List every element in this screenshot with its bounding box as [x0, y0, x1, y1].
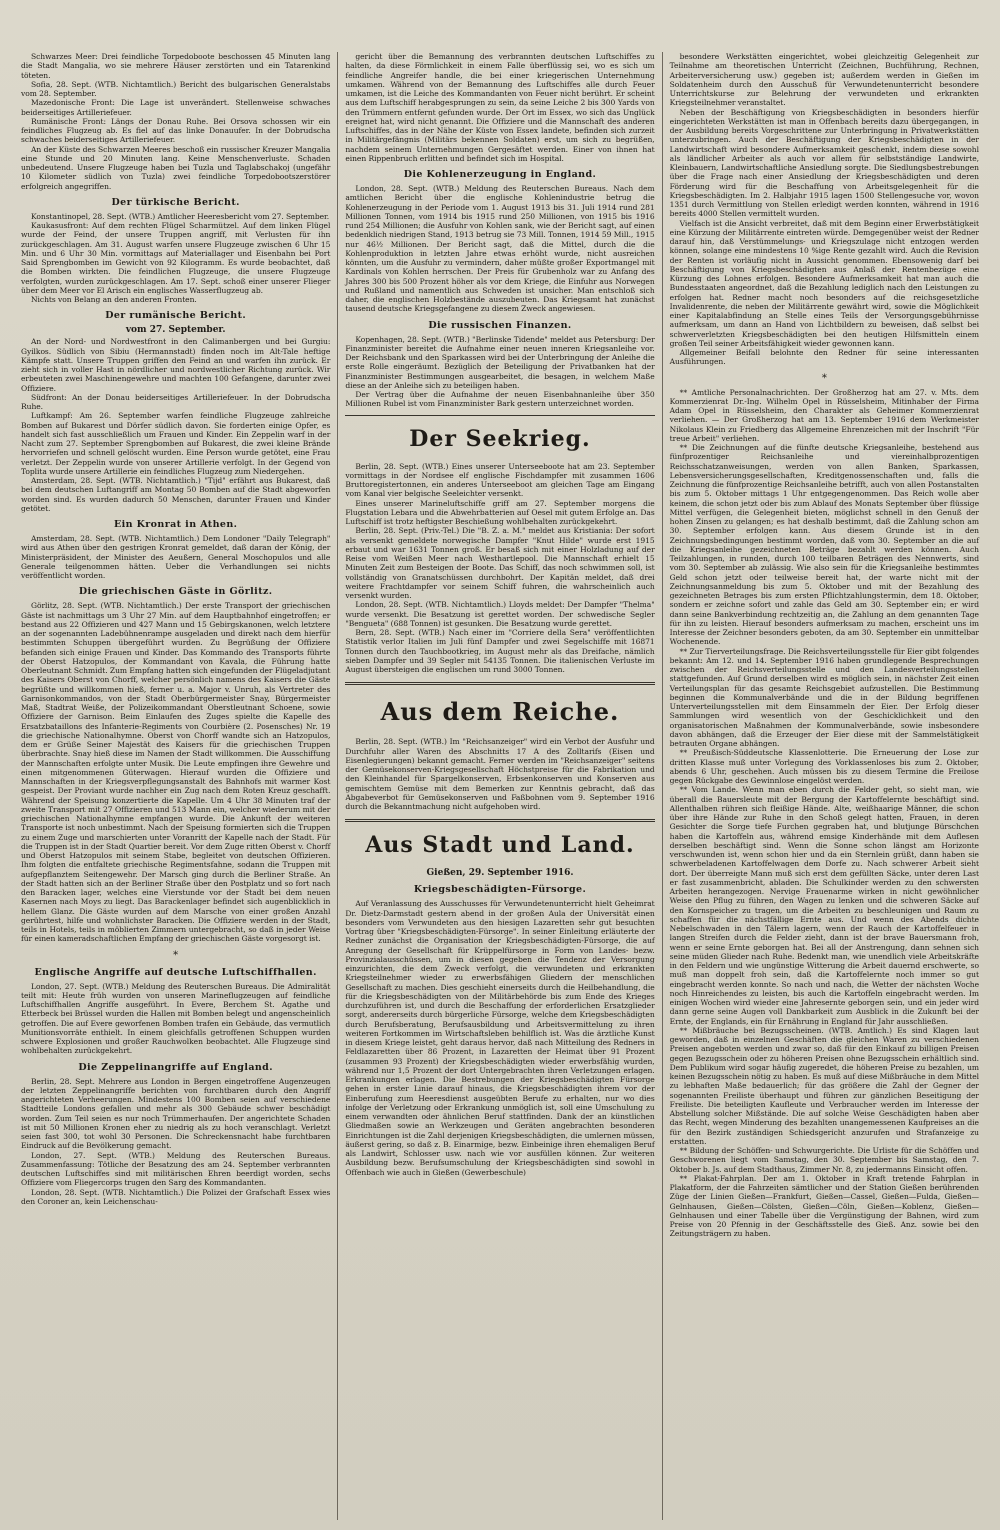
- article-paragraph: Amsterdam, 28. Sept. (WTB. Nichtamtlich.) "Tijd" erfährt aus Bukarest, daß bei dem deutschen Luftangriff am Montag 50 Bomben auf die Stadt abgeworfen worden sind. Es wurden dadurch 50 Menschen, darunter Frauen und Kinder getötet.: [21, 476, 331, 513]
- article-heading: Der türkische Bericht.: [111, 196, 240, 208]
- dateline: vom 27. September.: [125, 325, 226, 336]
- article-paragraph: Konstantinopel, 28. Sept. (WTB.) Amtlicher Heeresbericht vom 27. September.: [31, 211, 330, 221]
- article-paragraph: ** Vom Lande. Wenn man eben durch die Felder geht, so sieht man, wie überall die Bauersleute mit der Bergung der Kartoffelernte beschäftigt sind. Allenthalben rühren sich fleißige Hände. Alte, weißhaarige Männer, die schon über ihre Hände zur Ruhe in den Schoß gelegt hatten, Frauen, in deren Gesichter die Sorge tiefe Furchen gegraben hat, und blutjunge Bürschchen haben die Kartoffeln aus, während emsige Kinderhände mit dem Auflesen derselben beschäftigt sind. Wenn die Sonne schon längst am Horizonte verschwunden ist, wenn schon hier und da ein Sternlein grüßt, dann haben sie schwerbeladenen Kartoffelwagen dem Dorfe zu. Nach schwerer Arbeit sieht dort. Der überreigte Mann muß sich erst dem gefüllten Säcke, unter deren Last er fast zusammenbricht, abladen. Die Schulkinder werden zu den schwersten Arbeiten herangezogen. Nervige Frauenarme wirken in nicht gewöhnlicher Weise den Pflug zu führen, den Wagen zu lenken und die schweren Säcke auf den Kornspeicher zu tragen, um die Arbeiten zu beschleunigen und Raum zu schaffen für die nächstfällige Ernte aus. Und wenn des Abends dichte Nebelschwaden in den Tälern lagern, wenn der Rauch der Kartoffelfeuer in langen Streifen durch die Felder zieht, dann ist der brave Bauersmann froh, wenn er seine Ernte geborgen hat. Bei all der Anstrengung, dann sehnen sich seine müden Glieder nach Ruhe. Bedenkt man, wie unendlich viele Arbeitskräfte in den Feldern und wie ungünstige Witterung die Arbeit dauernd erschwerte, so muß man doppelt froh sein, daß die Kartoffelernte noch immer so gut eingebracht werden konnte. So nach und nach, die Wetter der nächsten Woche noch Hinreichendes zu leisten, bis auch die Kartoffeln eingebracht werden. Im einigen Wochen wird wieder eine Jahresernte geborgen sein, und ein jeder wird dann gerne seine Augen voll Dankbarkeit zum Ausblick in die Zukunft bei der Ernte, der Englands, ein für Ernährung in England für Jahr ausschließen.: [669, 785, 979, 1026]
- article-paragraph: Berlin, 28. Sept. (WTB.) Eines unserer Unterseeboote hat am 23. September vormittags in der Nordsee elf englische Fischdampfer mit zusammen 1606 Bruttoregistertonnen, ein anderes Unterseeboot am gleichen Tage am Eingang vom Kanal vier belgische Seeleichter versenkt.: [345, 461, 655, 499]
- article-paragraph: Der Vertrag über die Aufnahme der neuen Eisenbahnanleihe über 350 Millionen Rubel ist vom Finanzminister Bark gestern unterzeichnet worden.: [345, 390, 655, 409]
- article-paragraph: ** Mißbräuche bei Bezugsscheinen. (WTB. Amtlich.) Es sind Klagen laut geworden, daß in einzelnen Geschäften die gleichen Waren zu verschiedenen Preisen angeboten werden und zwar so, daß für den Einkauf zu billigen Preisen gegen Bezugsschein oder zu höheren Preisen ohne Bezugsschein erhältlich sind. Dem Publikum wird sogar häufig zugeredet, die höheren Preise zu bezahlen, um keinen Bezugsschein nötig zu haben. Es muß auf diese Mißbräuche in dem Mittel zu lebhaften Maße bedauerlich; für das größere die Zahl der Gegner der sogenannten Freiliste überhaupt und führen zur gänzlichen Beseitigung der Freiliste. Die beteiligten Kaufleute und Verbraucher werden im Interesse der Abstellung solcher Mißstände. Die auf solche Weise Geschädigten haben aber das Recht, wegen Minderung des bezahlten unangemessenen Kaufpreises an die für den Bezirk zuständigen Schiedsgericht anzurufen und Strafanzeige zu erstatten.: [669, 1025, 979, 1146]
- article-heading: Die griechischen Gäste in Görlitz.: [78, 586, 273, 598]
- article-paragraph: Allgemeiner Beifall belohnte den Redner für seine interessanten Ausführungen.: [669, 348, 979, 367]
- article-paragraph: Eines unserer Marineluftschiffe griff am 27. September morgens die Flugstation Lebara und die Abwehrbatterien auf Oesel mit gutem Erfolge an. Das Luftschiff ist trotz heftigster Beschießung wohlbehalten zurückgekehrt.: [345, 498, 655, 526]
- article-paragraph: London, 28. Sept. (WTB.) Meldung des Reuterschen Bureaus. Nach dem amtlichen Bericht über die englische Kohlenindustrie betrug die Kohlenerzeugung in der Periode vom 1. August 1913 bis 31. Juli 1914 rund 281 Millionen Tonnen, vom 1914 bis 1915 rund 250 Millionen, von 1915 bis 1916 rund 254 Millionen; die Ausfuhr von Kohlen sank, wie der Bericht sagt, auf einen bedenklich niedrigen Stand, 1913 betrug sie 73 Mill. Tonnen, 1914 59 Mill., 1915 nur 46½ Millionen. Der Bericht sagt, daß die Mittel, durch die die Kohlenproduktion in letzten Jahre etwas erhöht wurde, nicht ausreichen könnten, um die Ausfuhr zu vermindern, daher müßte großer Exportmangel mit Kardinals von Kohlen herrschen. Der Preis für Grubenholz war zu Anfang des Jahres 300 bis 500 Prozent höher als vor dem Kriege, die Einfuhr aus Norwegen und Rußland und namentlich aus Schweden ist unsicher. Man entschloß sich daher, die englischen Holzbestände auszubeuten. Das Kriegsamt hat zunächst tausend deutsche Kriegsgefangene zu diesem Zweck angewiesen.: [345, 184, 655, 314]
- section-divider: [345, 682, 654, 685]
- article-paragraph: Vielfach ist die Ansicht verbreitet, daß mit dem Beginn einer Erwerbstätigkeit eine Kürzung der Militärrente eintreten würde. Demgegenüber weist der Redner darauf hin, daß Verstümmelungs- und Kriegszulage nicht entzogen werden können, solange eine mindestens 10 %ige Rente gezahlt wird. Auch die Revision der Renten ist vorläufig nicht in Aussicht genommen. Ebensowenig darf bei Beschäftigung von Kriegsbeschädigten aus Anlaß der Rentenbezüge eine Kürzung des Lohnes erfolgen. Besondere Aufmerksamkeit hat man auch die Bundesstaaten angeordnet, daß die Bezahlung lediglich nach den Leistungen zu erfolgen hat. Redner macht noch besonders auf die reichsgesetzliche Invalidenrente, die neben der Militärrente gewährt wird, sowie die Möglichkeit einer Kapitalabfindung an Stelle eines Teils der Versorgungsgebührnisse aufmerksam, um dann an Hand von Lichtbildern zu beweisen, daß selbst bei schwerverletzten Kriegsbeschädigten bei den heutigen Hilfsmitteln einem großen Teil seiner Arbeitsfähigkeit wieder gewonnen kann.: [669, 218, 979, 348]
- column-3: [663, 52, 986, 1520]
- article-heading: Die Zeppelinangriffe auf England.: [78, 1061, 273, 1073]
- article-paragraph: Kopenhagen, 28. Sept. (WTB.) "Berlinske Tidende" meldet aus Petersburg: Der Finanzminister bereitet die Aufnahme einer neuen inneren Kriegsanleihe vor. Der Reichsbank und den Sparkassen wird bei der Unterbringung der Anleihe die erste Rolle eingeräumt. Bezüglich der Beteiligung der Privatbanken hat der Finanzminister Bestimmungen ausgearbeitet, die besagen, in welchem Maße diese an der Anleihe sich zu beteiligen haben.: [345, 334, 655, 390]
- article-paragraph: Rumänische Front: Längs der Donau Ruhe. Bei Orsova schossen wir ein feindliches Flugzeug ab. Es fiel auf das linke Donauufer. In der Dobrudscha schwaches beiderseitiges Artilleriefeuer.: [21, 116, 331, 145]
- article-paragraph: Luftkampf: Am 26. September warfen feindliche Flugzeuge zahlreiche Bomben auf Bukarest und Dörfer südlich davon. Sie forderten einige Opfer, es handelt sich fast ausschließlich um Frauen und Kinder. Ein Zeppelin warf in der Nacht zum 27. September Sprengbomben auf Bukarest, die zwei kleine Brände hervorriefen und schnell gelöscht wurden. Eine Person wurde getötet, eine Frau verletzt. Der Zeppelin wurde von unserer Artillerie verfolgt. In der Gegend von Toplita wurde unsere Artillerie ein feindliches Flugzeug zum Niedergehen.: [21, 411, 331, 476]
- section-divider: [345, 415, 654, 416]
- article-paragraph: Südfront: An der Donau beiderseitiges Artilleriefeuer. In der Dobrudscha Ruhe.: [21, 392, 331, 411]
- article-paragraph: Kaukasusfront: Auf dem rechten Flügel Scharmützel. Auf dem linken Flügel wurde der Feind, der unsere Truppen angriff, mit Verlusten für ihn zurückgeschlagen. Am 31. August warfen unsere Flugzeuge zwischen 6 Uhr 15 Min. und 6 Uhr 30 Min. vormittags auf Materiallager und Eisenbahn bei Port Said Sprengbomben im Gewicht von 92 Kilogramm. Es wurde beobachtet, daß die Bomben wirkten. Die feindlichen Flugzeuge, die unsere Flugzeuge verfolgten, wurden zurückgeschlagen. Am 17. Sept. schoß einer unserer Flieger über dem Meer vor El Arisch ein englisches Wasserflugzeug ab.: [21, 221, 331, 295]
- article-paragraph: Bern, 28. Sept. (WTB.) Nach einer im "Corriere della Sera" veröffentlichten Statistik verlor Italien im Juli fünf Dampfer und zwei Segelschiffe mit 16871 Tonnen durch den Tauchbootkrieg, im August mehr als das Dreifache, nämlich sieben Dampfer und 39 Segler mit 54135 Tonnen. Die italienischen Verluste im August übersteigen die englischen um rund 3000 Tonnen.: [345, 628, 655, 674]
- article-paragraph: ** Die Zeichnungen auf die fünfte deutsche Kriegsanleihe, bestehend aus fünfprozentiger Reichsanleihe und viereinhalbprozentigen Reichsschatzanweisungen, werden von allen Banken, Sparkassen, Lebensversicherungsgesellschaften, Kreditgenossenschaften und, falls die Zeichnung die fünfprozentige Reichsanleihe betrifft, auch von allen Postanstalten bis zum 5. Oktober mittags 1 Uhr entgegengenommen. Das Reich wolle aber keinem, die schon jetzt oder bis zum Ablauf des Monats September über flüssige Mittel verfügen, die Gelegenheit bieten, möglichst schnell in den Genuß der hohen Zinsen zu gelangen; es hat deshalb bestimmt, daß die Zahlung schon am 30. September erfolgen kann. Aus diesem Grunde ist in den Zeichnungsbedingungen bestimmt worden, daß vom 30. September an die auf die Kriegsanleihe gezeichneten Beträge bezahlt werden können. Auch Teilzahlungen, in runden, durch 100 teilbaren Beträgen des Nennwerts, sind vom 30. September ab zulässig. Wie also sein für die Kriegsanleihe bestimmtes Geld schon jetzt oder teilweise bereit hat, der warte nicht mit der Zeichnungsanmeldung bis zum 5. Oktober und mit der Bezahlung des gezeichneten Betrages bis zum ersten Pflichtzahlungstermin, dem 18. Oktober, sondern er zeichne sofort und zahle das Geld am 30. September ein; er wird dann seine Bankverbindung rechtzeitig an, die Zahlung an dem genannten Tage für ihn zu leisten. Hierauf besonders aufmerksam zu machen, erscheint uns im Interesse der Zeichner besonders geboten, da am 30. September ein unmittelbar Wochenende.: [669, 443, 979, 647]
- column-1: [14, 52, 338, 1520]
- article-paragraph: London, 28. Sept. (WTB. Nichtamtlich.) Die Polizei der Grafschaft Essex wies den Coroner an, kein Leichenschau-: [21, 1187, 331, 1206]
- section-heading: Aus Stadt und Land.: [365, 832, 635, 859]
- columns-container: [14, 52, 986, 1520]
- article-paragraph: Schwarzes Meer: Drei feindliche Torpedoboote beschossen 45 Minuten lang die Stadt Mangalia, wo sie mehrere Häuser zerstörten und ein Tatarenkind töteten.: [21, 52, 331, 80]
- article-paragraph: ** Preußisch-Süddeutsche Klassenlotterie. Die Erneuerung der Lose zur dritten Klasse muß unter Vorlegung des Vorklassenloses bis zum 2. Oktober, abends 6 Uhr, geschehen. Auch müssen bis zu diesem Termine die Freilose gegen Rückgabe des Gewinnlose eingelöst werden.: [669, 748, 979, 785]
- article-paragraph: ** Plakat-Fahrplan. Der am 1. Oktober in Kraft tretende Fahrplan in Plakatform, der die Fahrzeiten sämtlicher und der Station Gießen berührenden Züge der Linien Gießen—Frankfurt, Gießen—Cassel, Gießen—Fulda, Gießen—Gelnhausen, Gießen—Cölsten, Gießen—Cöln, Gießen—Koblenz, Gießen—Gelnhausen und einer Tabelle über die Vergünstigung der Bahnen, wird zum Preise von 20 Pfennig in der Geschäftsstelle des Gieß. Anz. sowie bei den Zeitungsträgern zu haben.: [669, 1173, 979, 1239]
- article-heading: Der rumänische Bericht.: [105, 310, 247, 322]
- article-heading: Englische Angriffe auf deutsche Luftschiffhallen.: [34, 966, 317, 978]
- section-separator-star: *: [173, 949, 179, 961]
- article-paragraph: London, 27. Sept. (WTB.) Meldung des Reuterschen Bureaus. Die Admiralität teilt mit: Heute früh wurden von unseren Marineflugzeugen auf feindliche Luftschiffhallen Angriffe ausgeführt. In Evere, Berchem St. Agathe und Etterbeck bei Brüssel wurden die Hallen mit Bomben belegt und angenscheinlich getroffen. Die auf Evere geworfenen Bomben trafen ein Gebäude, das vermutlich Munitionsvorräte enthielt. In einem gleichfalls getroffenen Schuppen wurden schwere Explosionen und großer Rauchwolken beobachtet. Alle Flugzeuge sind wohlbehalten zurückgekehrt.: [21, 981, 331, 1056]
- article-paragraph: Berlin, 28. Sept. (Priv.-Tel.) Die "B. Z. a. M." meldet aus Kristiania: Der sofort als versenkt gemeldete norwegische Dampfer "Knut Hilde" wurde erst 1915 erbaut und war 1631 Tonnen groß. Er besaß sich mit einer Holzladung auf der Reise vom Weißen Meer nach Westhartlepool. Die Mannschaft erhielt 15 Minuten Zeit zum Besteigen der Boote. Das Schiff, das noch schwimmen soll, ist vollständig von Granatschüssen durchbohrt. Der Kapitän meldet, daß drei weitere Frachtdampfer vor seinem Schiff fuhren, die wahrscheinlich auch versenkt wurden.: [345, 526, 655, 600]
- article-paragraph: An der Küste des Schwarzen Meeres beschoß ein russischer Kreuzer Mangalia eine Stunde und 20 Minuten lang. Keine Menschenverluste. Schaden unbedeutend. Unsere Flugzeuge haben bei Tuzla und Taglabschakoj (ungefähr 10 Kilometer südlich von Tuzla) zwei feindliche Torpedobootszerstörer erfolgreich angegriffen.: [21, 144, 331, 191]
- article-paragraph: Auf Veranlassung des Ausschusses für Verwundetenunterricht hielt Geheimrat Dr. Dietz-Darmstadt gestern abend in der großen Aula der Universität einen besonders vom Verwundeten aus den hiesigen Lazaretten sehr gut besuchten Vortrag über "Kriegsbeschädigten-Fürsorge". In seiner Einleitung erläuterte der Redner zunächst die Organisation der Kriegsbeschädigten-Fürsorge, die auf Anregung der Gesellschaft für Krüppelfürsorge in Form von Landes- bezw. Provinzialausschüssen, um in diesen gegeben die Tendenz der Versorgung einzurichten, die dem Zweck verfolgt, die verwundeten und erkrankten Kriegsteilnehmer wieder zu erwerbsfähigen Gliedern der menschlichen Gesellschaft zu machen. Dies geschieht einerseits durch die Heilbehandlung, die für die Kriegsbeschädigten von der Militärbehörde bis zum Ende des Krieges durchzuführen ist, und durch die Beschaffung der erforderlichen Ersatzglieder sorgt, andererseits durch bürgerliche Fürsorge, welche dem Kriegsbeschädigten durch Berufsberatung, Berufsausbildung und Arbeitsvermittelung zu ihren weiteren Fortkommen im Wirtschaftsleben behilflich ist. Was die ärztliche Kunst in diesem Kriege leistet, geht daraus hervor, daß nach Mitteilung des Redners in Feldlazaretten über 86 Prozent, in Lazaretten der Heimat über 91 Prozent (zusammen 93 Prozent) der Kriegsbeschädigten wieder erwerbsfähig wurden, während nur 1,5 Prozent der dort Untergebrachten ihren Verletzungen erlagen. Erkrankungen erlagen. Die Bestrebungen der Kriegsbeschädigten Fürsorge gehen in erster Linie darauf hinaus, die Kriegsbeschädigten ihrem vor der Einberufung zum Heeresdienst ausgeübten Berufe zu erhalten, nur wo dies infolge der Verletzung oder Erkrankung unmöglich ist, soll eine Umschulung zu einem verwandten oder ähnlichen Beruf stattfinden. Dank der an künstlichen Gliedmaßen sowie an Werkzeugen und Geräten angebrachten besonderen Einrichtungen ist die Zahl derjenigen Kriegsbeschädigten, die umlernen müssen, äußerst gering, so daß z. B. Einarmige, bezw. Einbeinige ihren ehemaligen Beruf als Landwirt, Schlosser usw. nach wie vor ausfüllen können. Zur weiteren Ausbildung bezw. Berufsumschulung der Kriegsbeschädigten sind sowohl in Offenbach wie auch in Gießen (Gewerbeschule): [345, 899, 655, 1177]
- article-paragraph: Amsterdam, 28. Sept. (WTB. Nichtamtlich.) Dem Londoner "Daily Telegraph" wird aus Athen über den gestrigen Kronrat gemeldet, daß daran der König, der Ministerpräsident, der Minister des Aeußern, General Moschopulos und alle Generale teilgenommen hätten. Ueber die Verhandlungen sei nichts veröffentlicht worden.: [21, 534, 331, 580]
- article-paragraph: ** Bildung der Schöffen- und Schwurgerichte. Die Urliste für die Schöffen und Geschworenen liegt vom Samstag, den 30. September bis Samstag, den 7. Oktober b. Js. auf dem Stadthaus, Zimmer Nr. 8, zu jedermanns Einsicht offen.: [669, 1146, 979, 1174]
- article-paragraph: Sofia, 28. Sept. (WTB. Nichtamtlich.) Bericht des bulgarischen Generalstabs vom 28. September.: [21, 79, 331, 98]
- section-heading: Aus dem Reiche.: [380, 697, 620, 727]
- section-heading: Der Seekrieg.: [409, 425, 591, 452]
- article-heading: Kriegsbeschädigten-Fürsorge.: [413, 884, 587, 896]
- article-paragraph: Görlitz, 28. Sept. (WTB. Nichtamtlich.) Der erste Transport der griechischen Gäste ist nachmittags um 3 Uhr 27 Min. auf dem Hauptbahnhof eingetroffen; er bestand aus 22 Offizieren und 427 Mann und 15 Gebirgskanonen, welch letztere an der sogenannten Ladebühnenrampe ausgeladen und direkt nach dem hierfür bestimmten Schuppen übergeführt wurden. Zu Begrüßung der Offiziere befanden sich einige Frauen und Kinder. Das Kommando des Transports führte der Oberst Hatzopulos, der Kommandant von Kavala, die Führung hatte Oberleutnant Schmidt. Zum Empfang hatten sich eingefunden der Flügeladjutant des Kaisers Oberst von Chorff, welcher persönlich namens des Kaisers die Gäste begrüßte und willkommen hieß, ferner u. a. Major v. Unruh, als Vertreter des Garnisonkommandos, von der Stadt Oberbürgermeister Snay, Bürgermeister Maß, Stadtrat Weiße, der Polizeikommandant Oberstleutnant Schoene, sowie Offiziere der Garnison. Beim Einlaufen des Zuges spielte die Kapelle des Ersatzbataillons des Infanterie-Regiments von Courbière (2. Posensches) Nr. 19 die griechische Nationalhymne. Oberst von Chorff wandte sich an Hatzopulos, dem er Grüße Seiner Majestät des Kaisers für die griechischen Truppen überbrachte. Snay hieß diese im Namen der Stadt willkommen. Die Ausschiffung der Mannschaften erfolgte unter Musik. Die Leute empfingen ihre Gewehre und einen mitgenommenen Güterwagen. Hierauf wurden die Offiziere und Mannschaften in der Kriegsverpflegungsanstalt des Bahnhofs mit warmer Kost gespeist. Der Proviant wurde nachher ein Zug nach dem Roten Kreuz geschafft. Während der Speisung konzertierte die Kapelle. Um 4 Uhr 38 Minuten traf der zweite Transport mit 27 Offizieren und 513 Mann ein, welcher wiederum mit der griechischen Nationalhymne empfangen wurde. Die Ankunft der weiteren Transporte ist noch unbestimmt. Nach der Speisung formierten sich die Truppen zu einem Zuge und marschierten unter Voranritt der Kapelle nach der Stadt. Für die Truppen ist in der Stadt Quartier bereit. Vor dem Zuge ritten Oberst v. Chorff und Oberst Hatzopulos mit seinem Stabe, begleitet von deutschen Offizieren. Ihm folgten die entfaltete griechische Regimentsfahne, sodann die Truppen mit aufgepflanztem Seitengewehr. Der Marsch ging durch die Berliner Straße. An der Stadt hatten sich an der Berliner Straße über den Postplatz und so fort nach den Baracken lager, welches eine Vierstunde vor der Stadt bei dem neuen Kasernen nach Moys zu liegt. Das Barackenlager befindet sich augenblicklich in hellem Glanz. Die Gäste wurden auf dem Marsche von einer großen Anzahl gerührtest, hilfe und wohnlichster Baracken. Die Offiziere werden in der Stadt, teils in Hotels, teils in möblierten Zimmern untergebracht, so daß in jeder Weise für einen kameradschaftlichen Empfang der griechischen Gäste vorgesorgt ist.: [21, 601, 331, 944]
- section-separator-star: *: [821, 372, 827, 384]
- article-paragraph: ** Zur Tierverteilungsfrage. Die Reichsverteilungsstelle für Eier gibt folgendes bekannt: Am 12. und 14. September 1916 haben grundlegende Besprechungen zwischen der Reichsverteilungsstelle und den Landesverteilungsstellen stattgefunden. Auf Grund derselben wird es möglich sein, in nächster Zeit einen Verteilungsplan für das gesamte Reichsgebiet aufzustellen. Die Bestimmung beginnen die Kommunalverbände und die in der Bildung begriffenen Unterverteilungsstellen mit dem Einsammeln der Eier. Der Erfolg dieser Sammlungen wird wesentlich von der Geschicklichkeit und den organisatorischen Maßnahmen der Kommunalverbände, sowie insbesondere davon abhängen, daß die Erzeuger der Eier diese mit der Sammelstätigkeit betrauten Organe abhängen.: [669, 646, 979, 748]
- article-paragraph: Berlin, 28. Sept. (WTB.) Im "Reichsanzeiger" wird ein Verbot der Ausfuhr und Durchfuhr aller Waren des Abschnitts 17 A des Zolltarifs (Eisen und Eisenlegierungen) bekannt gemacht. Ferner werden im "Reichsanzeiger" seitens der Gemüsekonserven-Kriegsgesellschaft Höchstpreise für die Fabrikation und den Kleinhandel für Spargelkonserven, Erbsenkonserven und Konserven aus gemischtem Gemüse mit dem Bemerken zur Kenntnis gebracht, daß das Abgabeverbot für Gemüsekonserven und Faßbohnen vom 9. September 1916 durch die Bekanntmachung nicht aufgehoben wird.: [345, 737, 655, 811]
- article-paragraph: besondere Werkstätten eingerichtet, wobei gleichzeitig Gelegenheit zur Teilnahme am theoretischen Unterricht (Zeichnen, Buchführung, Rechnen, Arbeiterversicherung usw.) gegeben ist; außerdem werden in Gießen im Soldatenheim durch den Ausschuß für Verwundetenunterricht besondere Unterrichtskurse zur Belehrung der verwundeten und erkrankten Kriegsteilnehmer veranstaltet.: [669, 52, 979, 108]
- article-paragraph: An der Nord- und Nordwestfront in den Calimanbergen und bei Gurgiu: Gyilkos. Südlich von Sibiu (Hermannstadt) finden noch im Alt-Tale heftige Kämpfe statt. Unsere Truppen griffen den Feind an und warfen ihn zurück. Er zieht sich in voller Hast in nördlicher und nordwestlicher Richtung zurück. Wir erbeuteten zwei Maschinengewehre und machten 100 Gefangene, darunter zwei Offiziere.: [21, 337, 331, 393]
- column-2: [338, 52, 662, 1520]
- dateline: Gießen, 29. September 1916.: [426, 868, 574, 879]
- section-divider: [345, 819, 654, 822]
- article-paragraph: London, 27. Sept. (WTB.) Meldung des Reuterschen Bureaus. Zusammenfassung: Tötliche der Besatzung des am 24. September verbrannten deutschen Luftschiffes sind mit militärischen Ehren beerdigt worden, sechs Offiziere vom Fliegercorps trugen den Sarg des Kommandanten.: [21, 1150, 331, 1188]
- article-paragraph: Berlin, 28. Sept. Mehrere aus London in Bergen eingetroffene Augenzeugen der letzten Zeppelinangriffe berichten von furchtbaren durch den Angriff angerichteten Verheerungen. Mindestens 100 Bomben seien auf verschiedene Stadtteile Londons gefallen und mehr als 300 Gebäude schwer beschädigt worden. Zum Teil seien es nur noch Trümmerhaufen. Der angerichtete Schaden ist mit 50 Millionen Kronen eher zu niedrig als zu hoch veranschlagt. Verletzt seien fast 300, tot wohl 30 Personen. Die Schreckensnacht habe furchtbaren Eindruck auf die Bevölkerung gemacht.: [21, 1076, 331, 1151]
- article-paragraph: Nichts von Belang an den anderen Fronten.: [31, 295, 197, 304]
- article-paragraph: Neben der Beschäftigung von Kriegsbeschädigten in besonders hierfür eingerichteten Werkstätten ist man in Offenbach bereits dazu übergegangen, in der Ausbildung bereits Vorgeschrittene zur Unterbringung in Privatwerkstätten unterzubringen. Auch der Beschäftigung der Kriegsbeschädigten in der Landwirtschaft wird besondere Aufmerksamkeit geschenkt, indem diese sowohl als ländlicher Arbeiter als auch vor allem für selbstständige Landwirte, Kleinbauern, Landwirtschaftliche Ansiedlung sorgte. Die Siedlungsbestrebungen über die Frage nach einer Ansiedlung der Kriegsbeschädigten und deren Förderung wird für die Beschaffung von Arbeitsgelegenheit für die Kriegsbeschädigten. Im 2. Halbjahr 1915 lagen 1500 Stellengesuche vor, wovon 1351 durch Vermittlung von Stellen erledigt werden konnten, während in 1916 bereits 4000 Stellen vermittelt wurden.: [669, 107, 979, 219]
- article-paragraph: gericht über die Bemannung des verbrannten deutschen Luftschiffes zu halten, da diese Förmlichkeit in einem Falle überflüssig sei, wo es sich um feindliche Angreifer handle, die bei einer kriegerischen Unternehmung umkamen. Während von der Bemannung des Luftschiffes alle durch Feuer umkamen, ist die Leiche des Kommandanten von Feuer nicht berührt. Er scheint aus dem Luftschiff herabgesprungen zu sein, da seine Leiche 2 bis 300 Yards von den Trümmern entfernt gefunden wurde. Der Ort im Essex, wo sich das Unglück ereignet hat, wird nicht genannt. Die Offiziere und die Mannschaft des anderen Luftschiffes, das in der Nähe der Küste von Essex landete, befinden sich zurzeit in Militärgefängnis (Militärs bekennen Soldaten) erst, um sich zu begrüßen, nachdem seinem Unternehmungen Gergesäftet werden. Einer von ihnen hat einen Rippenbruch erlitten und befindet sich im Hospital.: [345, 52, 655, 163]
- article-paragraph: Mazedonische Front: Die Lage ist unverändert. Stellenweise schwaches beiderseitiges Artilleriefeuer.: [21, 98, 331, 117]
- article-paragraph: ** Amtliche Personalnachrichten. Der Großherzog hat am 27. v. Mts. dem Kommerzienrat Dr.-Ing. Wilhelm Opel in Rüsselsheim, Mitinhaber der Firma Adam Opel in Rüsselsheim, den Charakter als Geheimer Kommerzienrat verliehen. — Der Großherzog hat am 13. September 1916 dem Werkmeister Nikolaus Klein zu Friedberg das Allgemeine Ehrenzeichen mit der Inschrift "Für treue Arbeit" verliehen.: [669, 387, 979, 443]
- article-heading: Die Kohlenerzeugung in England.: [403, 169, 597, 180]
- article-heading: Ein Kronrat in Athen.: [113, 519, 238, 530]
- article-paragraph: London, 28. Sept. (WTB. Nichtamtlich.) Lloyds meldet: Der Dampfer "Thelma" wurde versenkt. Die Besatzung ist gerettet worden. Der schwedische Segler "Bengueta" (688 Tonnen) ist gesunken. Die Besatzung wurde gerettet.: [345, 600, 655, 628]
- article-heading: Die russischen Finanzen.: [428, 319, 572, 331]
